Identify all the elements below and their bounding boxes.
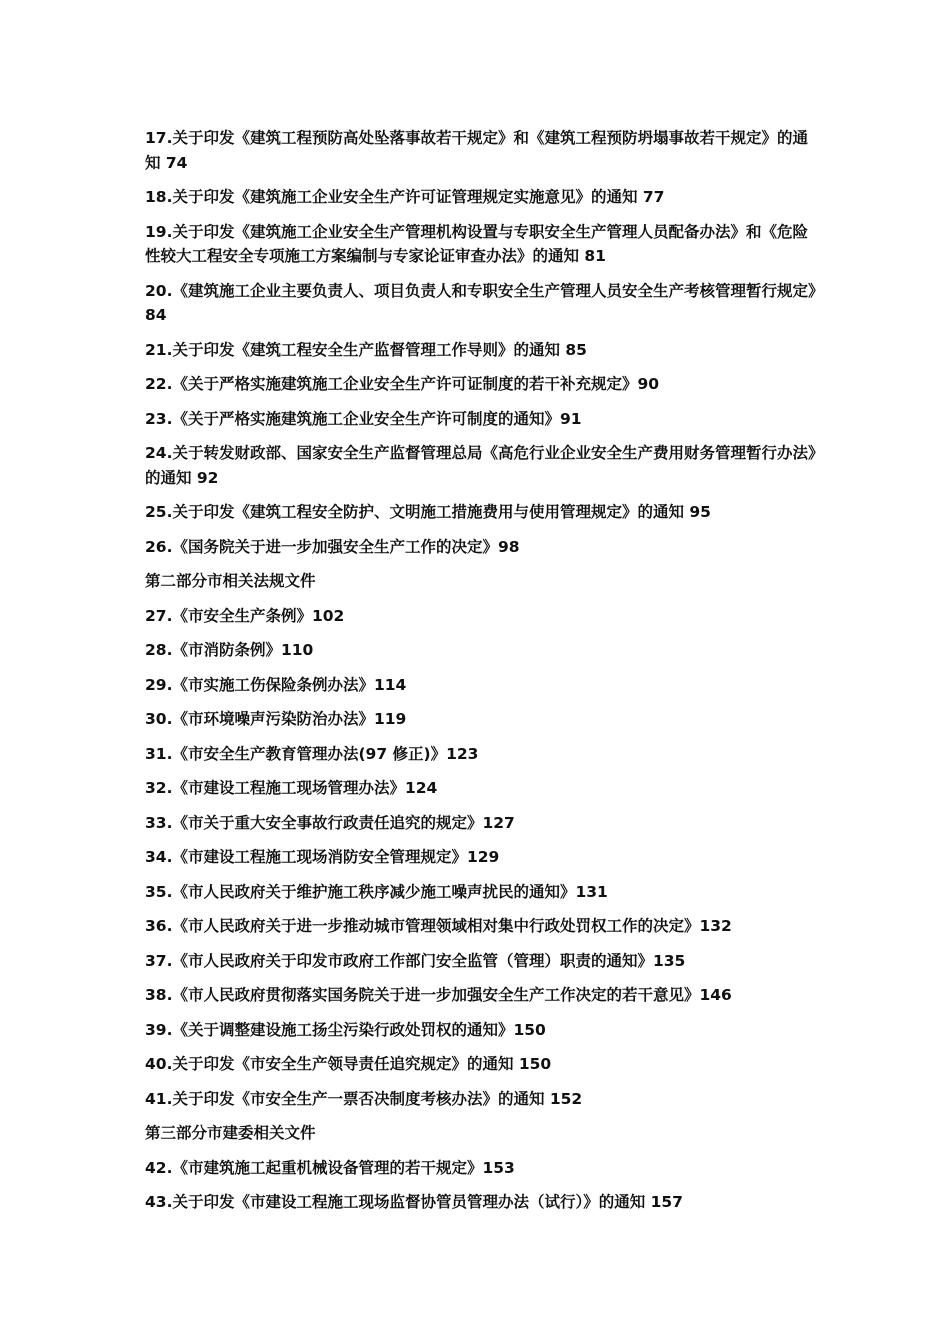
toc-entry-21: 21.关于印发《建筑工程安全生产监督管理工作导则》的通知 85 <box>145 340 587 359</box>
toc-entry-18: 18.关于印发《建筑施工企业安全生产许可证管理规定实施意见》的通知 77 <box>145 188 665 206</box>
section-heading-part-3: 第三部分市建委相关文件 <box>145 1124 316 1142</box>
toc-entry-39: 39.《关于调整建设施工扬尘污染行政处罚权的通知》150 <box>145 1020 546 1039</box>
toc-entry-30: 30.《市环境噪声污染防治办法》119 <box>145 710 407 728</box>
toc-entry-40: 40.关于印发《市安全生产领导责任追究规定》的通知 150 <box>145 1055 552 1073</box>
toc-page <box>145 126 820 1225</box>
toc-entry-23: 23.《关于严格实施建筑施工企业安全生产许可制度的通知》91 <box>145 409 582 428</box>
toc-entry-35: 35.《市人民政府关于维护施工秩序减少施工噪声扰民的通知》131 <box>145 882 608 901</box>
toc-entry-32: 32.《市建设工程施工现场管理办法》124 <box>145 779 438 797</box>
toc-entry-27: 27.《市安全生产条例》102 <box>145 606 345 625</box>
section-heading-part-2: 第二部分市相关法规文件 <box>145 572 316 590</box>
toc-entry-43: 43.关于印发《市建设工程施工现场监督协管员管理办法（试行）》的通知 157 <box>145 1193 683 1211</box>
toc-entry-24: 24.关于转发财政部、国家安全生产监督管理总局《高危行业企业安全生产费用财务管理暂行办法》的通知 92 <box>145 444 816 487</box>
toc-entry-29: 29.《市实施工伤保险条例办法》114 <box>145 675 407 694</box>
toc-entry-33: 33.《市关于重大安全事故行政责任追究的规定》127 <box>145 813 515 832</box>
toc-entry-20: 20.《建筑施工企业主要负责人、项目负责人和专职安全生产管理人员安全生产考核管理暂行规定》84 <box>145 281 816 324</box>
toc-entry-22: 22.《关于严格实施建筑施工企业安全生产许可证制度的若干补充规定》90 <box>145 375 660 393</box>
toc-entry-38: 38.《市人民政府贯彻落实国务院关于进一步加强安全生产工作决定的若干意见》146 <box>145 986 732 1004</box>
toc-entry-41: 41.关于印发《市安全生产一票否决制度考核办法》的通知 152 <box>145 1089 583 1108</box>
toc-entry-42: 42.《市建筑施工起重机械设备管理的若干规定》153 <box>145 1158 515 1177</box>
toc-entry-25: 25.关于印发《建筑工程安全防护、文明施工措施费用与使用管理规定》的通知 95 <box>145 503 711 521</box>
toc-entry-31: 31.《市安全生产教育管理办法(97 修正)》123 <box>145 744 479 763</box>
toc-entry-26: 26.《国务院关于进一步加强安全生产工作的决定》98 <box>145 537 520 556</box>
toc-entry-37: 37.《市人民政府关于印发市政府工作部门安全监管（管理）职责的通知》135 <box>145 951 686 970</box>
toc-entry-28: 28.《市消防条例》110 <box>145 641 314 659</box>
toc-entry-36: 36.《市人民政府关于进一步推动城市管理领域相对集中行政处罚权工作的决定》132 <box>145 917 732 935</box>
toc-entry-19: 19.关于印发《建筑施工企业安全生产管理机构设置与专职安全生产管理人员配备办法》和《危险性较大工程安全专项施工方案编制与专家论证审查办法》的通知 81 <box>145 222 808 265</box>
toc-entry-17: 17.关于印发《建筑工程预防高处坠落事故若干规定》和《建筑工程预防坍塌事故若干规定》的通知 74 <box>145 129 808 172</box>
toc-entry-34: 34.《市建设工程施工现场消防安全管理规定》129 <box>145 848 500 866</box>
